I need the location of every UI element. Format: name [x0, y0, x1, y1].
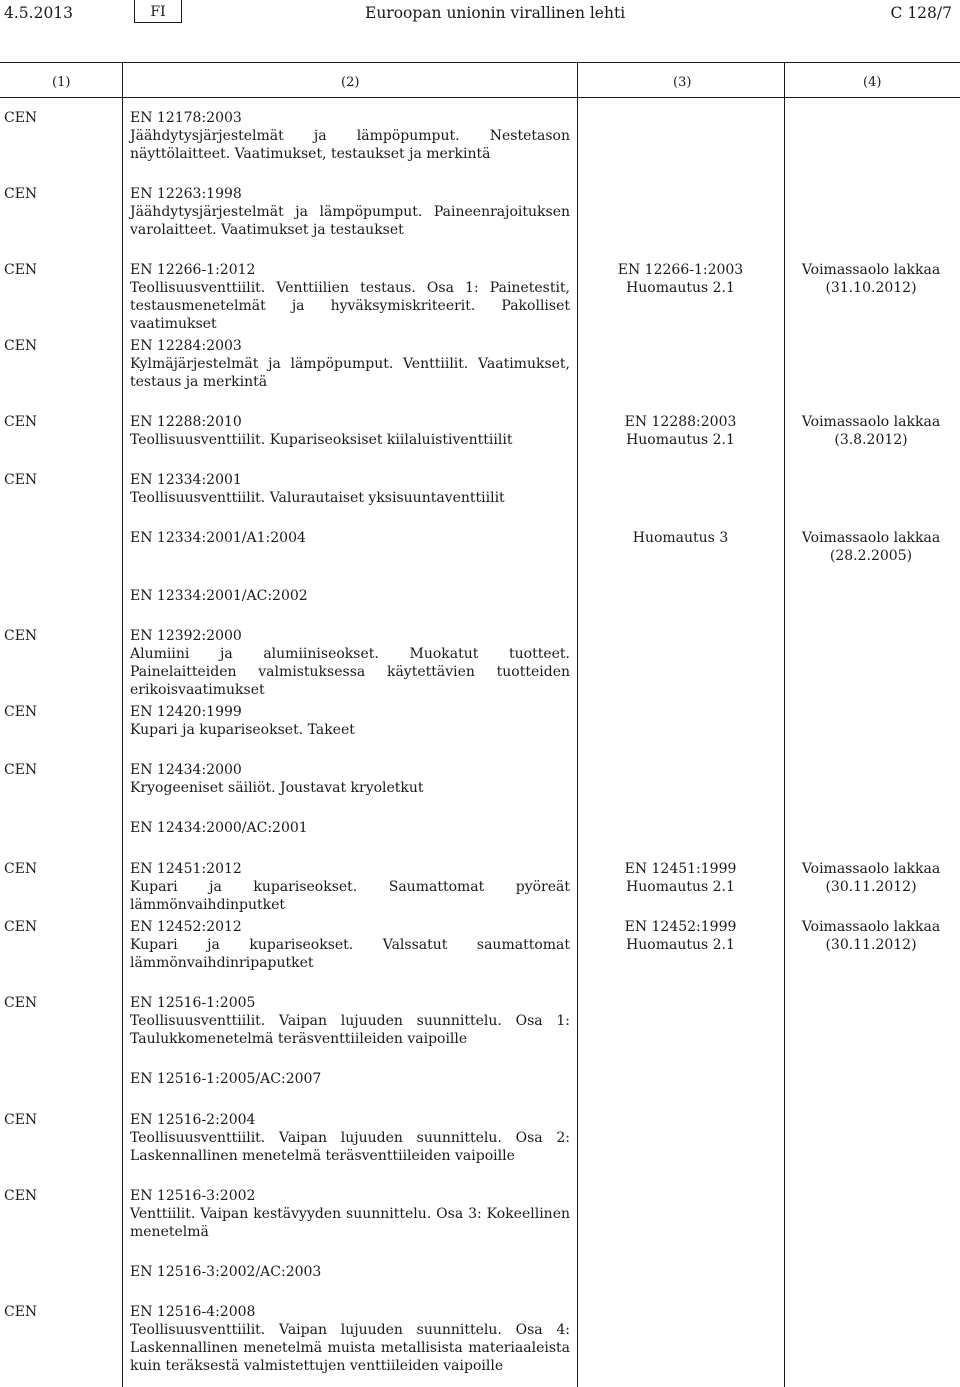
standard-cell [130, 1187, 570, 1241]
standard-ref: EN 12392:2000 [130, 628, 242, 644]
standard-ref: EN 12263:1998 [130, 186, 242, 202]
cessation-label: Voimassaolo lakkaa [801, 530, 941, 546]
cessation-date: (31.10.2012) [825, 280, 917, 296]
standard-title: Kupari ja kupariseokset. Valssatut saumattomat lämmönvaihdinripaputket [130, 937, 570, 971]
standard-title: Teollisuusventtiilit. Venttiilien testaus. Osa 1: Painetestit, testausmenetelmät ja hyväksymiskriteerit. Pakolliset vaatimukset [130, 280, 570, 332]
standard-cell [130, 1111, 570, 1165]
column-header: (2) [341, 75, 360, 90]
standard-cell [130, 1303, 570, 1375]
org-cell: CEN [4, 1188, 38, 1204]
page-header [0, 0, 960, 30]
standard-cell [130, 918, 570, 972]
cessation-date: (3.8.2012) [834, 432, 908, 448]
column-header: (3) [673, 75, 692, 90]
column-divider [577, 63, 578, 1387]
standard-ref: EN 12420:1999 [130, 704, 242, 720]
superseded-cell [580, 413, 781, 449]
standard-ref: EN 12288:2010 [130, 414, 242, 430]
superseded-ref: EN 12451:1999 [624, 861, 737, 877]
amendment-ref: EN 12334:2001/A1:2004 [130, 530, 306, 546]
standard-cell [130, 860, 570, 914]
standard-cell [130, 337, 570, 391]
standard-title: Alumiini ja alumiiniseokset. Muokatut tuotteet. Painelaitteiden valmistuksessa käytettävien tuotteiden erikoisvaatimukset [130, 646, 570, 698]
column-divider [784, 63, 785, 1387]
superseded-ref: EN 12288:2003 [624, 414, 737, 430]
standard-title: Teollisuusventtiilit. Vaipan lujuuden suunnittelu. Osa 1: Taulukkomenetelmä teräsventtiileiden vaipoille [130, 1013, 570, 1047]
standard-title: Teollisuusventtiilit. Vaipan lujuuden suunnittelu. Osa 2: Laskennallinen menetelmä teräsventtiileiden vaipoille [130, 1130, 570, 1164]
cessation-date: (30.11.2012) [825, 879, 917, 895]
standard-cell [130, 109, 570, 163]
cessation-date: (28.2.2005) [829, 548, 913, 564]
standard-ref: EN 12516-2:2004 [130, 1112, 256, 1128]
org-cell: CEN [4, 110, 38, 126]
org-cell: CEN [4, 861, 38, 877]
cessation-date: (30.11.2012) [825, 937, 917, 953]
amendment-ref: EN 12334:2001/AC:2002 [130, 588, 308, 604]
superseded-cell [580, 918, 781, 954]
language-code: FI [134, 0, 182, 23]
column-header: (1) [52, 75, 71, 90]
amendment-ref: EN 12434:2000/AC:2001 [130, 820, 308, 836]
standard-ref: EN 12516-3:2002 [130, 1188, 256, 1204]
superseded-cell [580, 860, 781, 896]
cessation-cell [786, 261, 956, 297]
org-cell: CEN [4, 762, 38, 778]
column-headers [0, 63, 960, 98]
standard-cell [130, 627, 570, 699]
org-cell: CEN [4, 704, 38, 720]
cessation-label: Voimassaolo lakkaa [801, 861, 941, 877]
standard-cell [130, 185, 570, 239]
cessation-label: Voimassaolo lakkaa [801, 414, 941, 430]
standard-ref: EN 12516-4:2008 [130, 1304, 256, 1320]
amendment-ref: EN 12516-3:2002/AC:2003 [130, 1264, 322, 1280]
superseded-note: Huomautus 2.1 [626, 280, 735, 296]
cessation-cell [786, 918, 956, 954]
standard-cell [130, 994, 570, 1048]
cessation-cell [786, 529, 956, 565]
standard-cell [130, 471, 570, 507]
standard-ref: EN 12434:2000 [130, 762, 242, 778]
standard-cell [130, 261, 570, 333]
column-header: (4) [863, 75, 882, 90]
cessation-cell [786, 413, 956, 449]
standard-ref: EN 12284:2003 [130, 338, 242, 354]
standard-ref: EN 12266-1:2012 [130, 262, 256, 278]
standard-title: Teollisuusventtiilit. Valurautaiset yksisuuntaventtiilit [130, 490, 505, 506]
standard-title: Kupari ja kupariseokset. Takeet [130, 722, 355, 738]
standard-title: Venttiilit. Vaipan kestävyyden suunnittelu. Osa 3: Kokeellinen menetelmä [130, 1206, 570, 1240]
org-cell: CEN [4, 995, 38, 1011]
org-cell: CEN [4, 919, 38, 935]
standard-title: Teollisuusventtiilit. Vaipan lujuuden suunnittelu. Osa 4: Laskennallinen menetelmä muista metallisista materiaaleista kuin teräksestä valmistettujen venttiileiden vaipoille [130, 1322, 570, 1374]
standard-ref: EN 12516-1:2005 [130, 995, 256, 1011]
page-number: C 128/7 [890, 4, 952, 22]
column-divider [122, 63, 123, 1387]
org-cell: CEN [4, 1112, 38, 1128]
cessation-label: Voimassaolo lakkaa [801, 919, 941, 935]
amendment-note: Huomautus 3 [632, 530, 729, 546]
superseded-note: Huomautus 2.1 [626, 879, 735, 895]
standard-title: Kylmäjärjestelmät ja lämpöpumput. Venttiilit. Vaatimukset, testaus ja merkintä [130, 356, 570, 390]
org-cell: CEN [4, 262, 38, 278]
amendment-ref: EN 12516-1:2005/AC:2007 [130, 1071, 322, 1087]
standard-title: Jäähdytysjärjestelmät ja lämpöpumput. Paineenrajoituksen varolaitteet. Vaatimukset ja testaukset [130, 204, 570, 238]
org-cell: CEN [4, 186, 38, 202]
org-cell: CEN [4, 1304, 38, 1320]
standard-title: Teollisuusventtiilit. Kupariseoksiset kiilaluistiventtiilit [130, 432, 513, 448]
cessation-cell [786, 860, 956, 896]
standard-cell [130, 703, 570, 739]
superseded-ref: EN 12266-1:2003 [617, 262, 744, 278]
org-cell: CEN [4, 472, 38, 488]
standard-cell [130, 413, 570, 449]
standards-table [0, 62, 960, 1387]
superseded-note: Huomautus 2.1 [626, 937, 735, 953]
standard-ref: EN 12452:2012 [130, 919, 242, 935]
standard-ref: EN 12334:2001 [130, 472, 242, 488]
superseded-note: Huomautus 2.1 [626, 432, 735, 448]
org-cell: CEN [4, 628, 38, 644]
standard-cell [130, 761, 570, 797]
standard-ref: EN 12451:2012 [130, 861, 242, 877]
standard-title: Kupari ja kupariseokset. Saumattomat pyöreät lämmönvaihdinputket [130, 879, 570, 913]
standard-title: Kryogeeniset säiliöt. Joustavat kryoletkut [130, 780, 424, 796]
journal-title: Euroopan unionin virallinen lehti [365, 4, 626, 22]
standard-ref: EN 12178:2003 [130, 110, 242, 126]
org-cell: CEN [4, 414, 38, 430]
org-cell: CEN [4, 338, 38, 354]
superseded-cell [580, 261, 781, 297]
standard-title: Jäähdytysjärjestelmät ja lämpöpumput. Nestetason näyttölaitteet. Vaatimukset, testaukset ja merkintä [130, 128, 570, 162]
issue-date: 4.5.2013 [4, 4, 74, 22]
cessation-label: Voimassaolo lakkaa [801, 262, 941, 278]
superseded-ref: EN 12452:1999 [624, 919, 737, 935]
